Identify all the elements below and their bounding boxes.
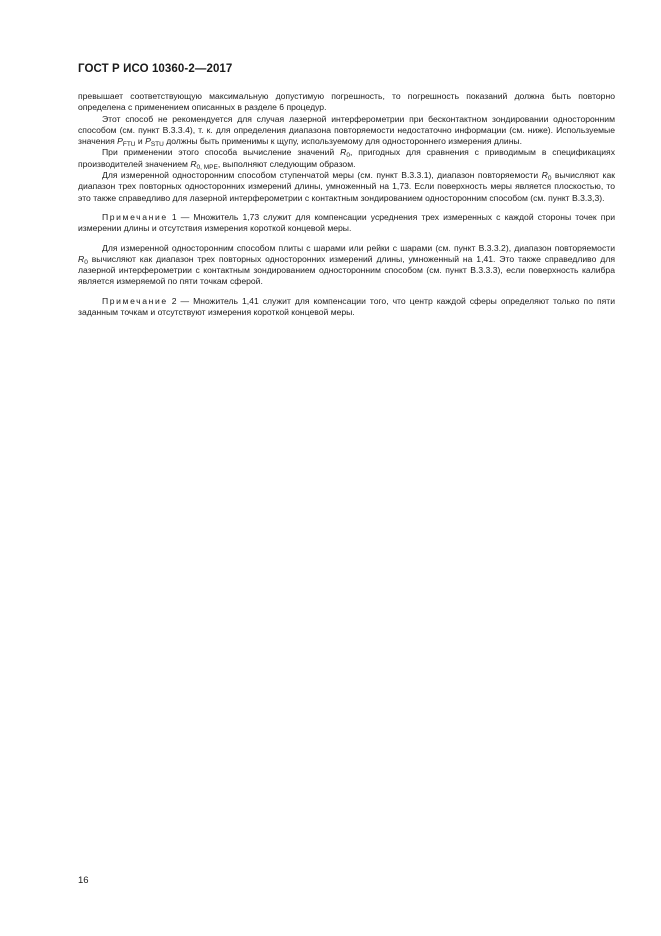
paragraph-2: Этот способ не рекомендуется для случая лазерной интерферометрии при бесконтактном зондировании односторонним способом (см. пункт В.3.3.4), т. к. для определения диапазона повторяемости недостаточно информации (см. ниже). Используемые значения $P_{FTU}$ и $P_{STU}$ должны быть применимы к щупу, используемому для одностороннего измерения длины. — [78, 113, 615, 149]
document-body — [78, 91, 615, 318]
paragraph-4: Для измеренной односторонним способом ступенчатой меры (см. пункт В.3.3.1), диапазон повторяемости $R_0$ вычисляют как диапазон трех повторных односторонних измерений длины, умноженный на 1,73. Если поверхность меры является плоскостью, то это также справедливо для лазерной интерферометрии с контактным зондированием односторонним способом (см. пункт В.3.3,3). — [78, 170, 615, 203]
note-1: Примечание 1 — Множитель 1,73 служит для компенсации усреднения трех измеренных с каждой стороны точек при измерении длины и отсутствия измерения короткой концевой меры. — [78, 211, 615, 234]
page-number: 16 — [78, 875, 89, 886]
document-header: ГОСТ Р ИСО 10360-2—2017 — [78, 63, 233, 75]
paragraph-1: превышает соответствующую максимальную допустимую погрешность, то погрешность показаний должна быть повторно определена с применением описанных в разделе 6 процедур. — [78, 91, 615, 113]
note-2: Примечание 2 — Множитель 1,41 служит для компенсации того, что центр каждой сферы определяют только по пяти заданным точкам и отсутствуют измерения короткой концевой меры. — [78, 295, 615, 318]
paragraph-3: При применении этого способа вычисление значений $R_0$, пригодных для сравнения с приводимым в спецификациях производителей значением $R_{0, MPE}$, выполняют следующим образом. — [78, 147, 615, 171]
paragraph-5: Для измеренной односторонним способом плиты с шарами или рейки с шарами (см. пункт В.3.3.2), диапазон повторяемости $R_0$ вычисляют как диапазон трех повторных односторонних измерений длины, умноженный на 1,41. Это также справедливо для лазерной интерферометрии с контактным зондированием односторонним способом (см. пункт В.3.3.3), если поверхность калибра является измеряемой по пяти точкам сферой. — [78, 242, 615, 287]
